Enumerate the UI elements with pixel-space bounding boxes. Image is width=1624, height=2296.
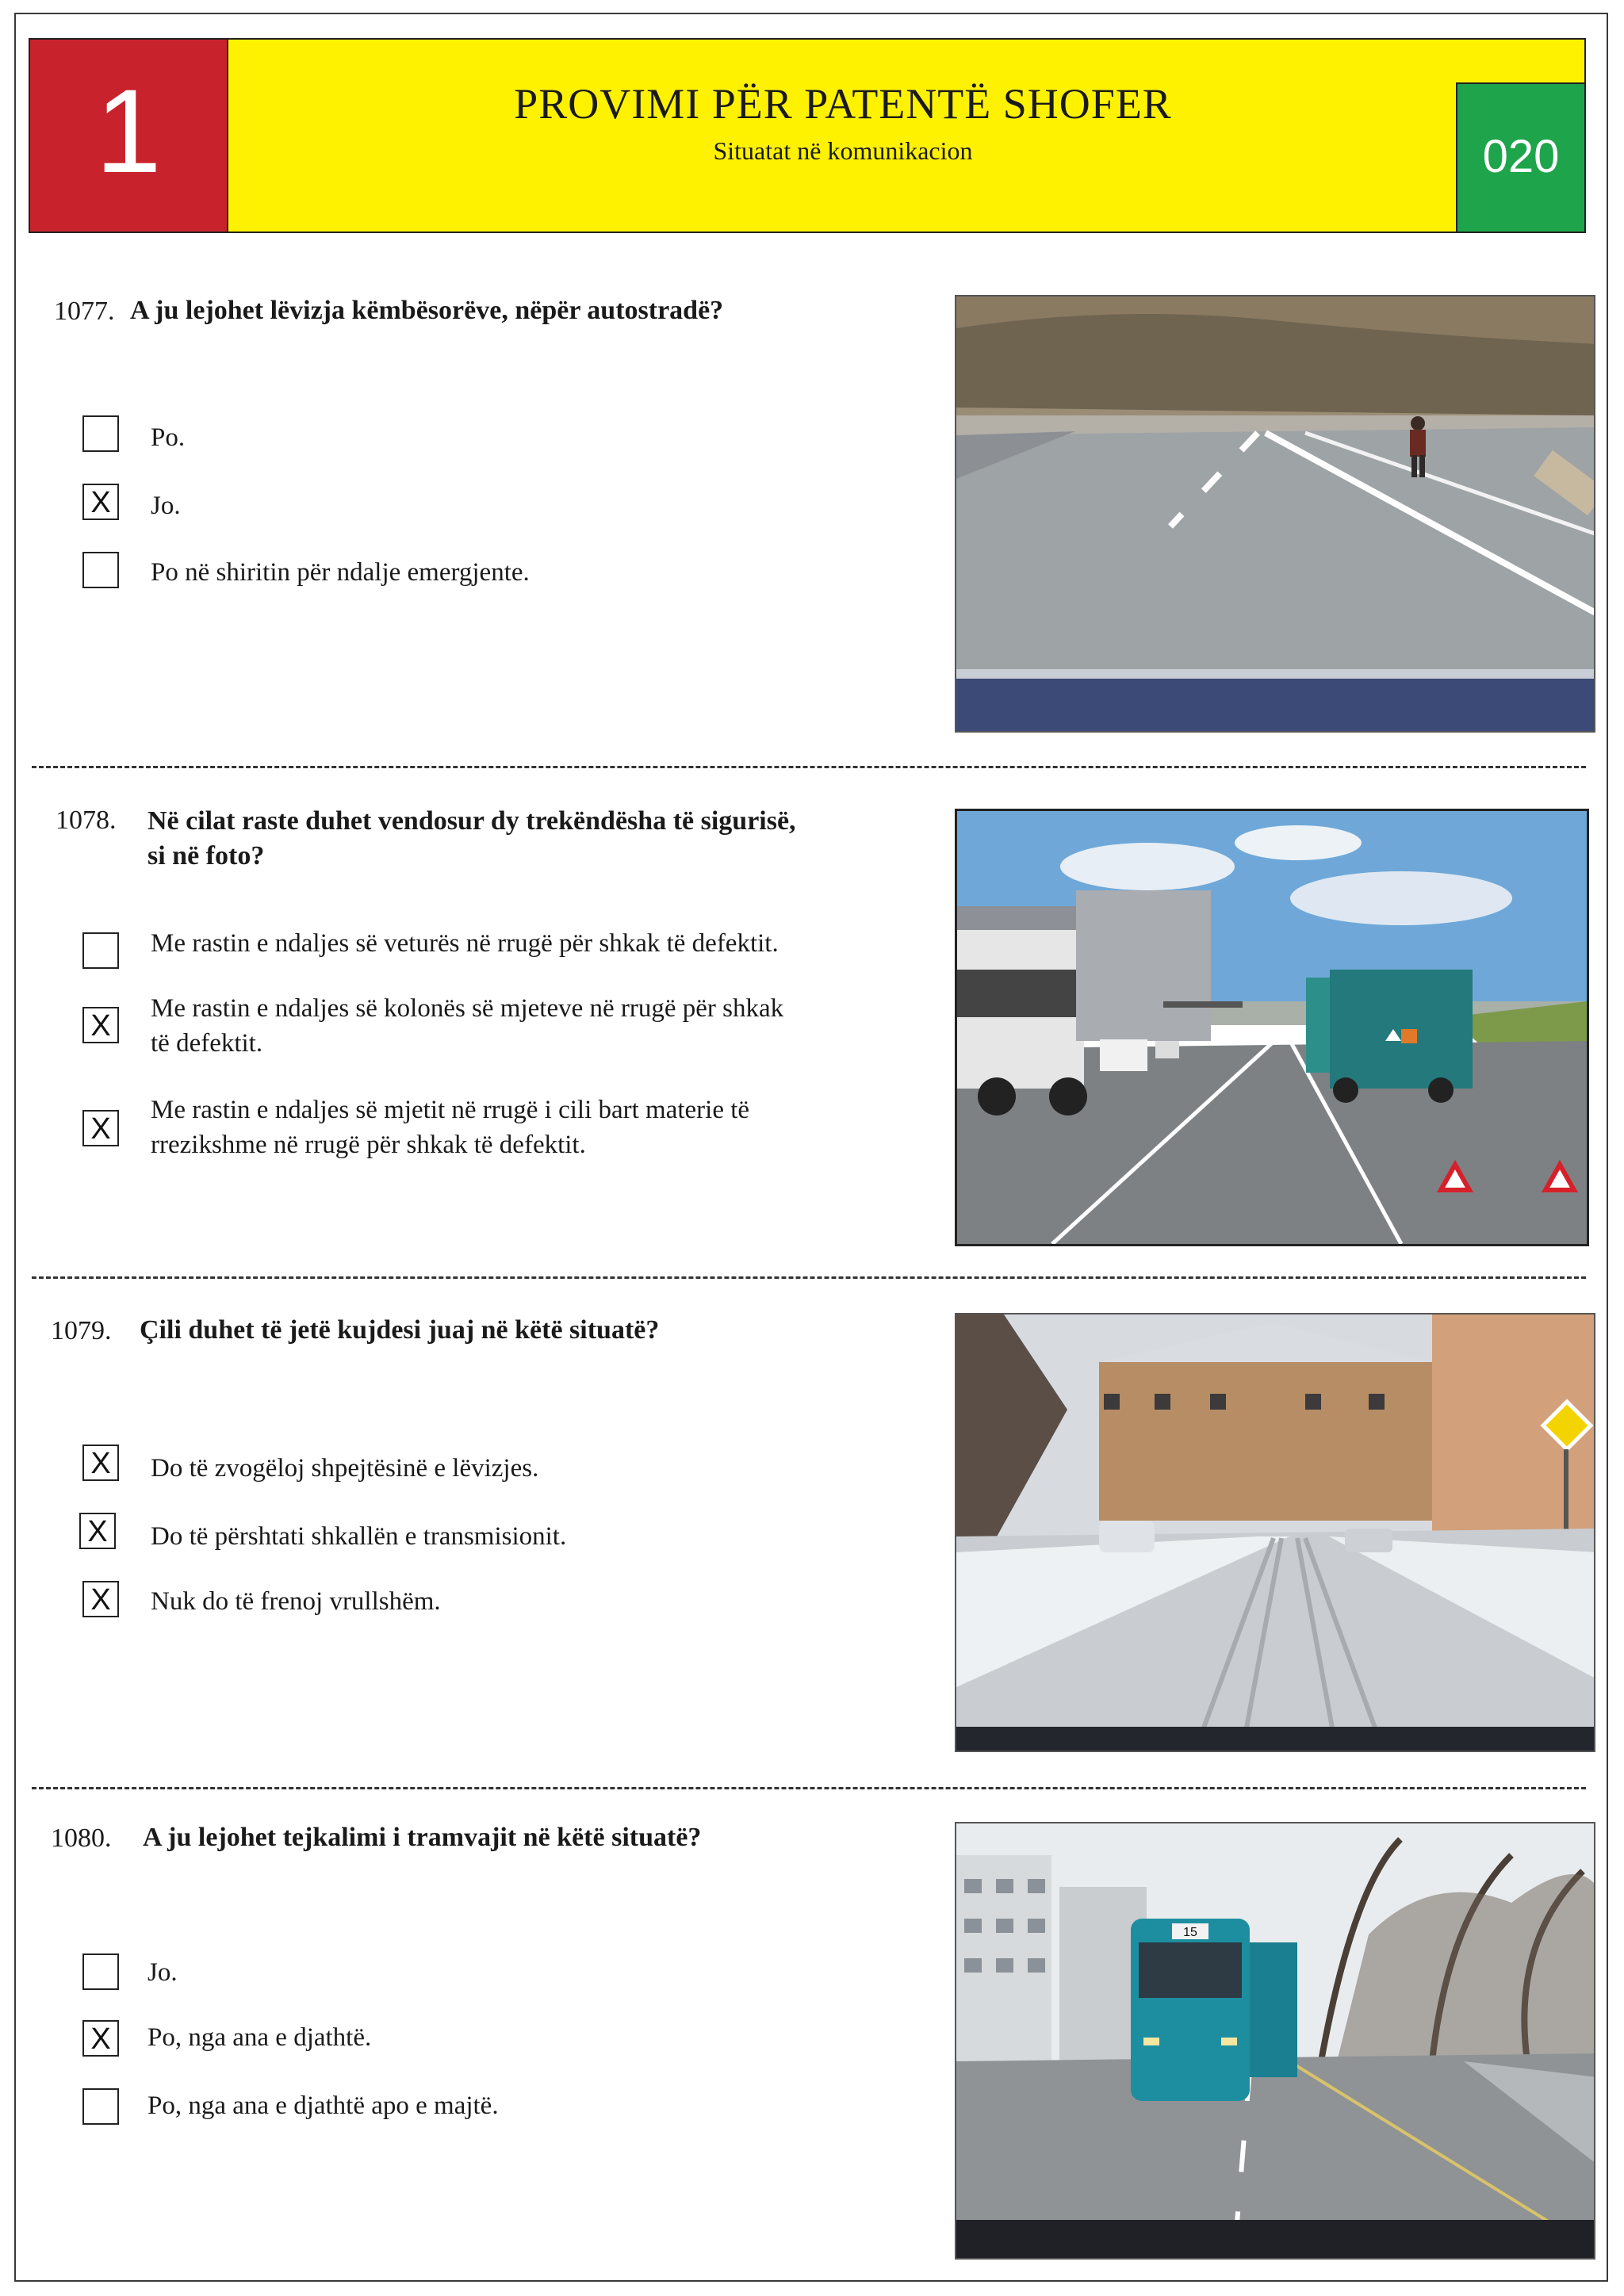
page-title: PROVIMI PËR PATENTË SHOFER — [514, 80, 1172, 128]
answer-checkbox[interactable]: X — [82, 1581, 119, 1617]
page-code: 020 — [1482, 131, 1560, 182]
answer-checkbox[interactable]: X — [82, 1110, 119, 1146]
answer-label: Nuk do të frenoj vrullshëm. — [151, 1587, 441, 1616]
answer-label: Po, nga ana e djathtë. — [147, 2023, 372, 2052]
answer-label: Me rastin e ndaljes së mjetit në rrugë i cili bart materie të — [151, 1096, 750, 1124]
question-number: 1079. — [51, 1316, 112, 1345]
tram-route-sign: 15 — [1183, 1926, 1197, 1939]
question-text: A ju lejohet lëvizja këmbësorëve, nëpër autostradë? — [130, 296, 724, 325]
question-number: 1077. — [54, 297, 115, 326]
answer-checkbox[interactable] — [82, 932, 119, 969]
answer-label: Jo. — [147, 1958, 178, 1987]
question-text: A ju lejohet tejkalimi i tramvajit në këtë situatë? — [143, 1823, 702, 1852]
answer-label: Me rastin e ndaljes së kolonës së mjeteve në rrugë për shkak — [151, 994, 784, 1023]
section-number: 1 — [95, 64, 162, 197]
answer-label: Do të përshtati shkallën e transmisionit. — [151, 1522, 567, 1551]
answer-label: të defektit. — [151, 1029, 263, 1058]
answer-label: Po. — [151, 423, 186, 452]
photo-snowy-road — [955, 1313, 1595, 1752]
photo-warning-triangles — [955, 809, 1589, 1246]
answer-label: Po, nga ana e djathtë apo e majtë. — [147, 2091, 499, 2120]
section-divider — [32, 766, 1586, 768]
question-number: 1078. — [56, 806, 117, 835]
answer-checkbox[interactable]: X — [82, 484, 119, 520]
answer-checkbox[interactable] — [82, 2088, 119, 2125]
photo-tram — [955, 1822, 1595, 2260]
answer-label: rrezikshme në rrugë për shkak të defektit. — [151, 1131, 586, 1159]
answer-label: Do të zvogëloj shpejtësinë e lëvizjes. — [151, 1454, 539, 1483]
page-subtitle: Situatat në komunikacion — [713, 136, 973, 165]
photo-highway-pedestrian — [955, 295, 1595, 733]
answer-checkbox[interactable] — [82, 415, 119, 452]
question-text: Në cilat raste duhet vendosur dy trekëndësha të sigurisë, — [147, 806, 796, 836]
answer-checkbox[interactable]: X — [79, 1513, 116, 1549]
question-text: Çili duhet të jetë kujdesi juaj në këtë situatë? — [140, 1315, 660, 1345]
page-code-box — [1456, 82, 1586, 233]
answer-label: Po në shiritin për ndalje emergjente. — [151, 558, 530, 587]
header-banner — [228, 38, 1586, 233]
answer-checkbox[interactable]: X — [82, 2020, 119, 2057]
section-divider — [32, 1787, 1586, 1789]
answer-checkbox[interactable]: X — [82, 1445, 119, 1481]
section-number-box — [29, 38, 228, 233]
answer-checkbox[interactable] — [82, 552, 119, 588]
answer-checkbox[interactable] — [82, 1954, 119, 1990]
question-number: 1080. — [51, 1823, 112, 1853]
answer-label: Me rastin e ndaljes së veturës në rrugë për shkak të defektit. — [151, 929, 779, 958]
answer-label: Jo. — [151, 492, 181, 520]
answer-checkbox[interactable]: X — [82, 1007, 119, 1043]
question-text: si në foto? — [147, 841, 265, 871]
section-divider — [32, 1276, 1586, 1279]
